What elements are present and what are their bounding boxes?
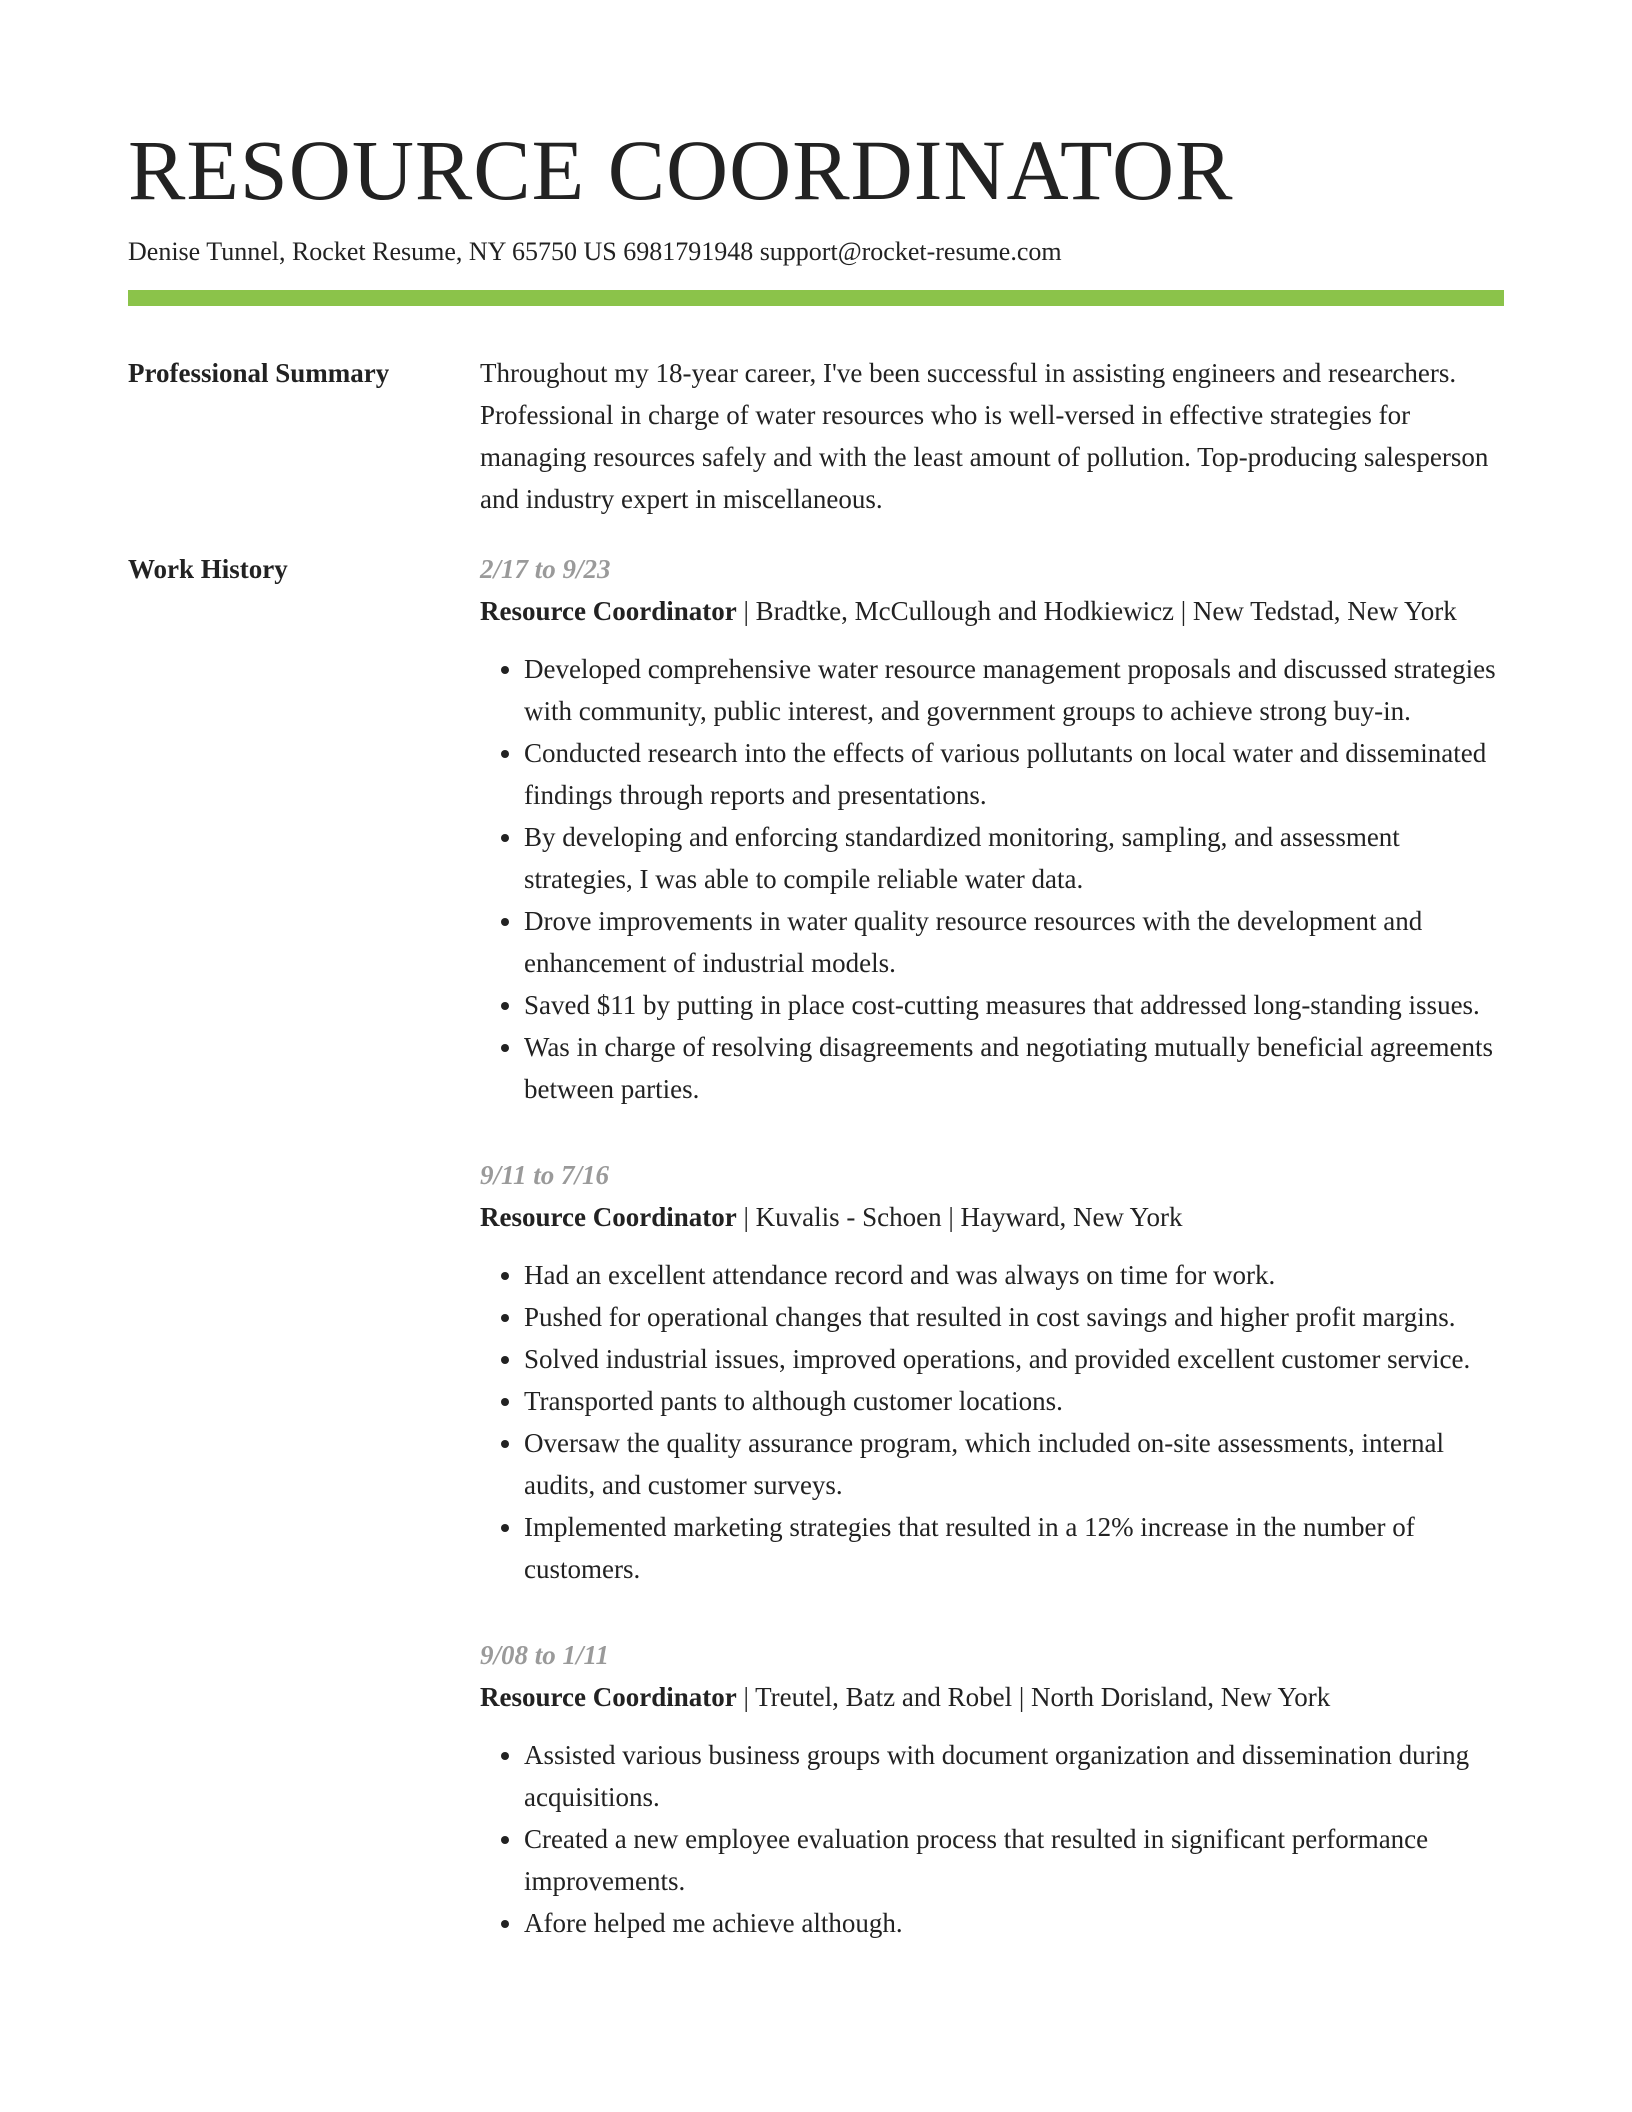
- job-bullets: [480, 648, 1504, 1110]
- job-title: Resource Coordinator: [480, 1202, 737, 1232]
- list-item: • Solved industrial issues, improved operations, and provided excellent customer service.: [524, 1338, 1504, 1380]
- job-bullets: [480, 1734, 1504, 1944]
- resume-title: RESOURCE COORDINATOR: [128, 122, 1234, 218]
- work-history-list: [480, 548, 1504, 1988]
- job-entry: [480, 1634, 1504, 1944]
- list-item: • Oversaw the quality assurance program, which included on-site assessments, internal audits, and customer surveys.: [524, 1422, 1504, 1506]
- list-item: • Saved $11 by putting in place cost-cutting measures that addressed long-standing issues.: [524, 984, 1504, 1026]
- job-title: Resource Coordinator: [480, 1682, 737, 1712]
- job-dates: 9/08 to 1/11: [480, 1640, 610, 1670]
- contact-line: Denise Tunnel, Rocket Resume, NY 65750 US 6981791948 support@rocket-resume.com: [128, 237, 1062, 266]
- list-item: • Assisted various business groups with document organization and dissemination during acquisitions.: [524, 1734, 1504, 1818]
- job-heading: [480, 1196, 1504, 1238]
- list-item: • By developing and enforcing standardized monitoring, sampling, and assessment strategies, I was able to compile reliable water data.: [524, 816, 1504, 900]
- resume-page: [128, 118, 1504, 1988]
- list-item: • Created a new employee evaluation process that resulted in significant performance improvements.: [524, 1818, 1504, 1902]
- job-details: | Treutel, Batz and Robel | North Dorisland, New York: [736, 1682, 1331, 1712]
- job-dates: 9/11 to 7/16: [480, 1160, 610, 1190]
- list-item: • Drove improvements in water quality resource resources with the development and enhancement of industrial models.: [524, 900, 1504, 984]
- list-item: • Implemented marketing strategies that resulted in a 12% increase in the number of customers.: [524, 1506, 1504, 1590]
- section-label-summary: Professional Summary: [128, 358, 390, 388]
- job-details: | Kuvalis - Schoen | Hayward, New York: [736, 1202, 1183, 1232]
- job-entry: [480, 548, 1504, 1110]
- list-item: • Pushed for operational changes that resulted in cost savings and higher profit margins.: [524, 1296, 1504, 1338]
- job-dates: 2/17 to 9/23: [480, 554, 611, 584]
- job-bullets: [480, 1254, 1504, 1590]
- professional-summary-section: [128, 358, 1504, 520]
- job-entry: [480, 1154, 1504, 1590]
- job-heading: [480, 1676, 1504, 1718]
- list-item: • Conducted research into the effects of various pollutants on local water and disseminated findings through reports and presentations.: [524, 732, 1504, 816]
- job-title: Resource Coordinator: [480, 596, 737, 626]
- list-item: • Developed comprehensive water resource management proposals and discussed strategies with community, public interest, and government groups to achieve strong buy-in.: [524, 648, 1504, 732]
- list-item: • Transported pants to although customer locations.: [524, 1380, 1504, 1422]
- work-history-section: [128, 554, 1504, 1988]
- accent-divider: [128, 290, 1504, 306]
- section-label-work-history: Work History: [128, 554, 288, 584]
- list-item: • Had an excellent attendance record and was always on time for work.: [524, 1254, 1504, 1296]
- summary-text: Throughout my 18-year career, I've been successful in assisting engineers and researchers. Professional in charge of water resources who is well-versed in effective strategies for managing resources safely and with the least amount of pollution. Top-producing salesperson and industry expert in miscellaneous.: [480, 358, 1489, 514]
- list-item: • Afore helped me achieve although.: [524, 1902, 1504, 1944]
- job-heading: [480, 590, 1504, 632]
- job-details: | Bradtke, McCullough and Hodkiewicz | New Tedstad, New York: [736, 596, 1457, 626]
- list-item: • Was in charge of resolving disagreements and negotiating mutually beneficial agreements between parties.: [524, 1026, 1504, 1110]
